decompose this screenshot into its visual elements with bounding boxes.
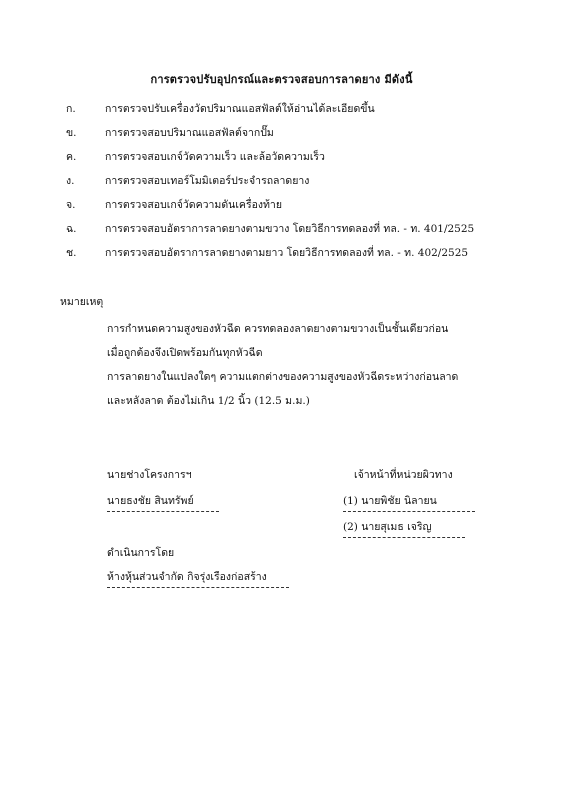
remark-line: เมื่อถูกต้องจึงเปิดพร้อมกันทุกหัวฉีด bbox=[107, 347, 263, 359]
remarks-heading: หมายเหตุ bbox=[60, 296, 104, 308]
list-text: การตรวจปรับเครื่องวัดปริมาณแอสฟัลต์ให้อ่านได้ละเอียดขึ้น bbox=[105, 103, 375, 115]
remark-line: และหลังลาด ต้องไม่เกิน 1/2 นิ้ว (12.5 ม.ม.) bbox=[107, 395, 310, 407]
list-marker: จ. bbox=[66, 199, 76, 211]
list-marker: ข. bbox=[66, 127, 77, 139]
list-item bbox=[66, 172, 309, 189]
list-marker: ช. bbox=[66, 247, 77, 259]
signature-right-2: (2) นายสุเมธ เจริญ bbox=[343, 518, 465, 538]
signature-left-name: นายธงชัย สินทรัพย์ bbox=[107, 492, 219, 512]
list-text: การตรวจสอบอัตราการลาดยางตามยาว โดยวิธีการทดลองที่ ทล. - ท. 402/2525 bbox=[105, 247, 469, 259]
document-title: การตรวจปรับอุปกรณ์และตรวจสอบการลาดยาง มีดังนี้ bbox=[150, 73, 413, 86]
list-item bbox=[66, 244, 468, 261]
signature-left-title: นายช่างโครงการฯ bbox=[107, 469, 192, 481]
list-text: การตรวจสอบเกจ์วัดความดันเครื่องท้าย bbox=[105, 199, 282, 211]
remark-line: การลาดยางในแปลงใดๆ ความแตกต่างของความสูงของหัวฉีดระหว่างก่อนลาด bbox=[107, 371, 459, 383]
operator-title: ดำเนินการโดย bbox=[107, 547, 175, 559]
list-text: การตรวจสอบปริมาณแอสฟัลต์จากปั๊ม bbox=[105, 127, 274, 139]
list-marker: ค. bbox=[66, 151, 77, 163]
list-item bbox=[66, 100, 375, 117]
operator-name: ห้างหุ้นส่วนจำกัด กิจรุ่งเรืองก่อสร้าง bbox=[107, 568, 289, 588]
list-marker: ก. bbox=[66, 103, 76, 115]
list-text: การตรวจสอบอัตราการลาดยางตามขวาง โดยวิธีการทดลองที่ ทล. - ท. 401/2525 bbox=[105, 223, 475, 235]
list-text: การตรวจสอบเทอร์โมมิเตอร์ประจำรถลาดยาง bbox=[105, 175, 310, 187]
signature-right-title: เจ้าหน้าที่หน่วยผิวทาง bbox=[354, 469, 453, 481]
list-item bbox=[66, 148, 325, 165]
remark-line: การกำหนดความสูงของหัวฉีด ควรทดลองลาดยางตามขวางเป็นชั้นเดียวก่อน bbox=[107, 323, 449, 335]
list-marker: ฉ. bbox=[66, 223, 77, 235]
list-marker: ง. bbox=[66, 175, 75, 187]
signature-right-1: (1) นายพิชัย นิลายน bbox=[343, 492, 475, 512]
list-item bbox=[66, 220, 474, 237]
list-item bbox=[66, 196, 282, 213]
list-item bbox=[66, 124, 274, 141]
list-text: การตรวจสอบเกจ์วัดความเร็ว และล้อวัดความเร็ว bbox=[105, 151, 325, 163]
